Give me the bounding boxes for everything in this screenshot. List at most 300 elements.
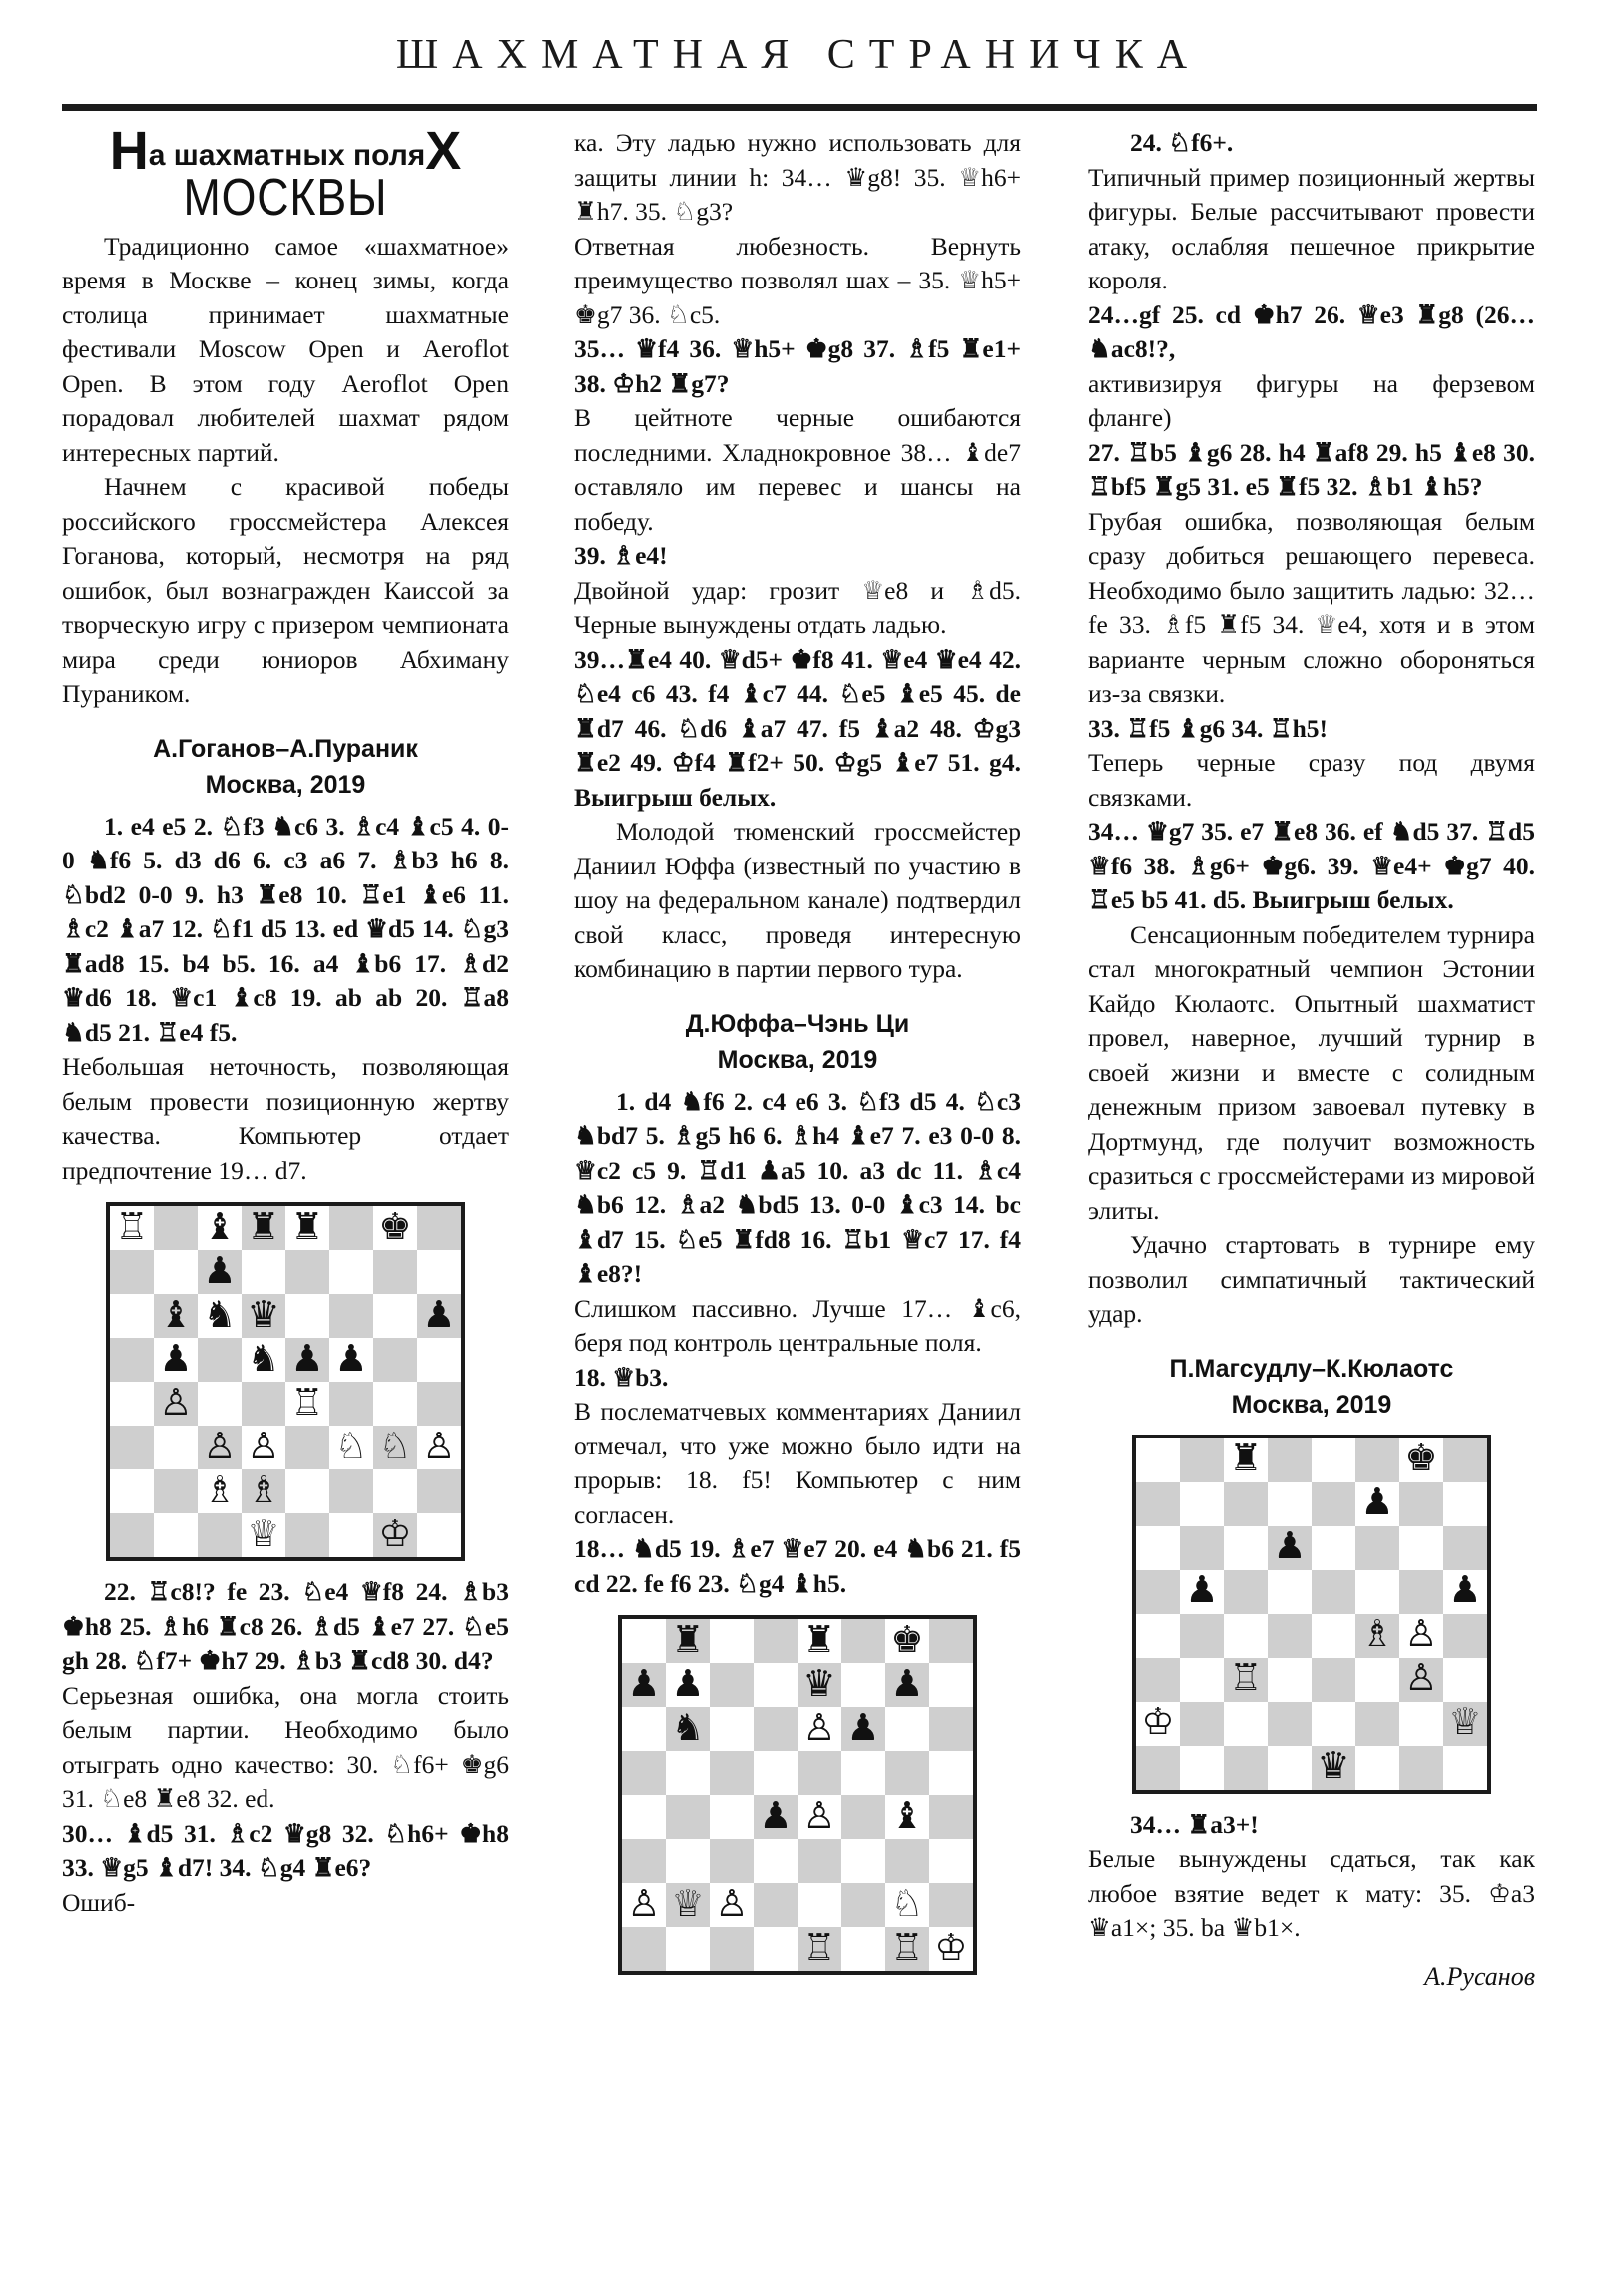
board-square <box>110 1206 154 1250</box>
board-square <box>666 1707 710 1751</box>
chess-piece: ♟ <box>1448 1569 1482 1611</box>
board-square <box>110 1382 154 1426</box>
move-list: 34… ♛g7 35. e7 ♜e8 36. ef ♞d5 37. ♖d5 ♕f6 38. ♗g6+ ♚g6. 39. ♕e4+ ♚g7 40. ♖e5 b5 41. d5. Выигрыш белых. <box>1088 817 1535 914</box>
board-square <box>1136 1438 1180 1482</box>
board-square <box>885 1927 929 1971</box>
board-square <box>1399 1482 1443 1526</box>
board-square <box>1312 1438 1355 1482</box>
article-headline <box>62 121 509 227</box>
chess-piece: ♟ <box>422 1294 456 1336</box>
board-square <box>929 1663 973 1707</box>
board-square <box>154 1469 198 1513</box>
board-square <box>198 1469 242 1513</box>
board-square <box>373 1513 417 1557</box>
chess-piece: ♕ <box>671 1883 705 1925</box>
move-list: 24…gf 25. cd ♚h7 26. ♕e3 ♜g8 (26… ♞ac8!?, <box>1088 299 1535 363</box>
chess-piece: ♚ <box>378 1206 412 1248</box>
board-square <box>841 1707 885 1751</box>
chess-piece: ♟ <box>890 1663 924 1705</box>
board-square <box>754 1663 798 1707</box>
paragraph: Грубая ошибка, позволяющая белым сразу добиться решающего перевеса. Необходимо было защитить ладью: 32…fe 33. ♗f5 ♜f5 34. ♕e4, хотя и в этом варианте черным сложно обороняться из-за связки. <box>1088 506 1535 708</box>
board-square <box>885 1839 929 1883</box>
board-square <box>1355 1482 1399 1526</box>
board-square <box>841 1751 885 1795</box>
board-square <box>373 1206 417 1250</box>
chess-piece: ♘ <box>890 1883 924 1925</box>
board-square <box>417 1338 461 1382</box>
board-square <box>798 1751 841 1795</box>
board-square <box>285 1513 329 1557</box>
board-square <box>1312 1570 1355 1614</box>
board-square <box>198 1206 242 1250</box>
board-square <box>110 1513 154 1557</box>
board-square <box>417 1469 461 1513</box>
board-square <box>1399 1658 1443 1702</box>
paragraph: Молодой тюменский гроссмейстер Даниил Юффа (известный по участию в шоу на федеральном канале) подтвердил свой класс, проведя интересную комбинацию в партии первого тура. <box>574 817 1021 983</box>
board-square <box>1224 1482 1268 1526</box>
board-square <box>373 1426 417 1469</box>
board-square <box>1268 1658 1312 1702</box>
chess-piece: ♗ <box>1360 1613 1394 1655</box>
move-list: 1. d4 ♞f6 2. c4 e6 3. ♘f3 d5 4. ♘c3 ♞bd7 5. ♗g5 h6 6. ♗h4 ♝e7 7. e3 0-0 8. ♕c2 c5 9. ♖d1 ♟a5 10. a3 dc 11. ♗c4 ♞b6 12. ♗a2 ♞bd5 13. 0-0 ♝c3 14. bc ♝d7 15. ♘e5 ♜fd8 16. ♖b1 ♕c7 17. f4 ♝e8?! <box>574 1086 1021 1288</box>
board-square <box>1312 1702 1355 1746</box>
move-list: 35… ♛f4 36. ♕h5+ ♚g8 37. ♗f5 ♜e1+ 38. ♔h2 ♜g7? <box>574 334 1021 398</box>
board-square <box>1224 1570 1268 1614</box>
board-square <box>1268 1482 1312 1526</box>
chess-diagram-3 <box>1132 1435 1491 1794</box>
board-square <box>1224 1438 1268 1482</box>
chess-piece: ♔ <box>1141 1701 1175 1743</box>
board-square <box>885 1795 929 1839</box>
board-square <box>198 1426 242 1469</box>
board-square <box>841 1839 885 1883</box>
chess-piece: ♜ <box>671 1619 705 1661</box>
paragraph: Ответная любезность. Вернуть преимущество позволял шах – 35. ♕h5+ ♚g7 36. ♘c5. <box>574 231 1021 329</box>
chess-piece: ♔ <box>378 1513 412 1555</box>
board-square <box>242 1294 285 1338</box>
board-square <box>417 1513 461 1557</box>
chess-piece: ♕ <box>1448 1701 1482 1743</box>
board-square <box>754 1619 798 1663</box>
board-square <box>666 1619 710 1663</box>
paragraph: Традиционно самое «шахматное» время в Москве – конец зимы, когда столица принимает шахматные фестивали Moscow Open и Aeroflot Open. В этом году Aeroflot Open порадовал любителей шахмат рядом интересных партий. <box>62 231 509 467</box>
board-square <box>1224 1658 1268 1702</box>
column-1 <box>62 121 509 1920</box>
chess-piece: ♟ <box>627 1663 661 1705</box>
chess-piece: ♕ <box>247 1513 280 1555</box>
board-square <box>710 1883 754 1927</box>
board-square <box>1268 1702 1312 1746</box>
board-square <box>1399 1570 1443 1614</box>
board-square <box>1399 1526 1443 1570</box>
game-place-heading: Москва, 2019 <box>205 770 366 799</box>
board-square <box>841 1883 885 1927</box>
board-square <box>154 1206 198 1250</box>
board-square <box>285 1338 329 1382</box>
board-square <box>417 1382 461 1426</box>
board-square <box>929 1883 973 1927</box>
chess-piece: ♙ <box>802 1707 836 1749</box>
chess-diagram-1 <box>106 1202 465 1561</box>
board-square <box>1180 1438 1224 1482</box>
board-square <box>1224 1746 1268 1790</box>
chess-piece: ♜ <box>802 1619 836 1661</box>
board-square <box>285 1250 329 1294</box>
move-list: 18. ♕b3. <box>574 1362 669 1392</box>
board-square <box>417 1206 461 1250</box>
board-square <box>1443 1526 1487 1570</box>
board-square <box>329 1513 373 1557</box>
chess-piece: ♙ <box>203 1426 237 1467</box>
chess-piece: ♜ <box>290 1206 324 1248</box>
board-square <box>154 1250 198 1294</box>
board-square <box>666 1927 710 1971</box>
board-square <box>710 1619 754 1663</box>
column-3 <box>1088 126 1535 1992</box>
chess-piece: ♖ <box>290 1382 324 1424</box>
board-square <box>710 1839 754 1883</box>
board-square <box>666 1751 710 1795</box>
board-square <box>1224 1702 1268 1746</box>
board-square <box>198 1294 242 1338</box>
board-square <box>841 1795 885 1839</box>
board-square <box>1180 1746 1224 1790</box>
board-square <box>622 1795 666 1839</box>
board-square <box>754 1927 798 1971</box>
board-square <box>285 1206 329 1250</box>
chess-piece: ♔ <box>934 1927 968 1969</box>
chess-piece: ♙ <box>422 1426 456 1467</box>
board-square <box>1136 1702 1180 1746</box>
chess-piece: ♙ <box>247 1426 280 1467</box>
chess-piece: ♟ <box>334 1338 368 1380</box>
board-square <box>1268 1438 1312 1482</box>
board-square <box>373 1250 417 1294</box>
board-square <box>1355 1438 1399 1482</box>
board-square <box>1224 1614 1268 1658</box>
author-signature: А.Русанов <box>1424 1961 1535 1991</box>
board-square <box>198 1382 242 1426</box>
board-square <box>417 1250 461 1294</box>
board-square <box>329 1294 373 1338</box>
board-square <box>1443 1482 1487 1526</box>
chess-piece: ♟ <box>846 1707 880 1749</box>
paragraph: Серьезная ошибка, она могла стоить белым партии. Необходимо было отыграть одно качество: 30. ♘f6+ ♚g6 31. ♘e8 ♜e8 32. ed. <box>62 1680 509 1814</box>
paragraph: Двойной удар: грозит ♕e8 и ♗d5. Черные вынуждены отдать ладью. <box>574 575 1021 639</box>
chess-piece: ♞ <box>247 1338 280 1380</box>
board-square <box>417 1426 461 1469</box>
board-square <box>622 1927 666 1971</box>
board-square <box>885 1619 929 1663</box>
board-square <box>710 1663 754 1707</box>
headline-cap-end: Х <box>425 121 462 181</box>
board-square <box>1443 1570 1487 1614</box>
board-square <box>417 1294 461 1338</box>
board-square <box>622 1839 666 1883</box>
paragraph: ка. Эту ладью нужно использовать для защиты линии h: 34… ♛g8! 35. ♕h6+ ♜h7. 35. ♘g3? <box>574 128 1021 226</box>
chess-piece: ♗ <box>247 1469 280 1511</box>
board-square <box>622 1663 666 1707</box>
board-square <box>1355 1614 1399 1658</box>
board-square <box>1268 1526 1312 1570</box>
board-square <box>242 1426 285 1469</box>
board-square <box>1312 1658 1355 1702</box>
board-square <box>1443 1702 1487 1746</box>
board-square <box>198 1338 242 1382</box>
chess-diagram-2 <box>618 1615 977 1975</box>
board-square <box>1180 1658 1224 1702</box>
board-square <box>1312 1482 1355 1526</box>
game-players-heading: Д.Юффа–Чэнь Ци <box>685 1009 910 1038</box>
board-square <box>154 1513 198 1557</box>
board-square <box>929 1619 973 1663</box>
paragraph: активизируя фигуры на ферзевом фланге) <box>1088 368 1535 432</box>
paragraph: Типичный пример позиционный жертвы фигуры. Белые рассчитывают провести атаку, ослабляя пешечное прикрытие короля. <box>1088 162 1535 294</box>
board-square <box>885 1663 929 1707</box>
move-list: 24. ♘f6+. <box>1130 128 1234 157</box>
board-square <box>154 1338 198 1382</box>
board-square <box>929 1795 973 1839</box>
board-square <box>666 1795 710 1839</box>
chess-piece: ♟ <box>759 1795 793 1837</box>
move-list: 39…♜e4 40. ♕d5+ ♚f8 41. ♕e4 ♛e4 42. ♘e4 c6 43. f4 ♝c7 44. ♘e5 ♝e5 45. de ♜d7 46. ♘d6 ♝a7 47. f5 ♝a2 48. ♔g3 ♜e2 49. ♔f4 ♜f2+ 50. ♔g5 ♝e7 51. g4. Выигрыш белых. <box>574 644 1021 812</box>
board-square <box>841 1663 885 1707</box>
board-square <box>154 1294 198 1338</box>
board-square <box>798 1927 841 1971</box>
paragraph: Удачно стартовать в турнире ему позволил симпатичный тактический удар. <box>1088 1230 1535 1328</box>
board-square <box>1136 1614 1180 1658</box>
paragraph: Небольшая неточность, позволяющая белым провести позиционную жертву качества. Компьютер отдает предпочтение 19… d7. <box>62 1052 509 1185</box>
headline-mid: а шахматных поля <box>148 139 426 172</box>
board-square <box>242 1469 285 1513</box>
board-square <box>242 1338 285 1382</box>
board-square <box>1399 1438 1443 1482</box>
board-square <box>1399 1702 1443 1746</box>
board-square <box>1443 1614 1487 1658</box>
move-list: 39. ♗e4! <box>574 541 668 570</box>
board-square <box>242 1250 285 1294</box>
board-square <box>1136 1658 1180 1702</box>
chess-piece: ♛ <box>247 1294 280 1336</box>
chess-piece: ♟ <box>290 1338 324 1380</box>
board-square <box>710 1707 754 1751</box>
board-square <box>710 1795 754 1839</box>
board-square <box>1443 1438 1487 1482</box>
board-square <box>885 1883 929 1927</box>
board-square <box>666 1663 710 1707</box>
chess-piece: ♝ <box>159 1294 193 1336</box>
board-square <box>798 1707 841 1751</box>
chess-piece: ♙ <box>627 1883 661 1925</box>
game-place-heading: Москва, 2019 <box>1231 1390 1392 1419</box>
move-list: 34… ♜a3+! <box>1130 1809 1259 1839</box>
board-square <box>110 1250 154 1294</box>
header-divider-rule <box>62 104 1537 111</box>
chess-piece: ♙ <box>1404 1657 1438 1699</box>
board-square <box>1399 1746 1443 1790</box>
board-square <box>1355 1746 1399 1790</box>
board-square <box>1136 1526 1180 1570</box>
board-square <box>329 1338 373 1382</box>
board-square <box>666 1839 710 1883</box>
board-square <box>110 1294 154 1338</box>
board-square <box>154 1426 198 1469</box>
board-square <box>1355 1702 1399 1746</box>
board-square <box>329 1382 373 1426</box>
chess-piece: ♞ <box>671 1707 705 1749</box>
paragraph: Сенсационным победителем турнира стал многократный чемпион Эстонии Кайдо Кюлаотс. Опытный шахматист провел, наверное, лучший турнир в своей жизни и вместе с солидным денежным призом завоевал путевку в Дортмунд, где получит возможность сразиться с гроссмейстерами из мировой элиты. <box>1088 919 1535 1225</box>
board-square <box>929 1927 973 1971</box>
chess-piece: ♜ <box>247 1206 280 1248</box>
move-list: 30… ♝d5 31. ♗c2 ♛g8 32. ♘h6+ ♚h8 33. ♕g5 ♝d7! 34. ♘g4 ♜e6? <box>62 1818 509 1883</box>
chess-piece: ♝ <box>203 1206 237 1248</box>
board-square <box>622 1707 666 1751</box>
board-square <box>1180 1482 1224 1526</box>
move-list: 33. ♖f5 ♝g6 34. ♖h5! <box>1088 713 1328 743</box>
board-square <box>373 1294 417 1338</box>
board-square <box>798 1663 841 1707</box>
board-square <box>841 1619 885 1663</box>
board-square <box>285 1382 329 1426</box>
chess-piece: ♙ <box>159 1382 193 1424</box>
board-square <box>1443 1746 1487 1790</box>
board-square <box>622 1883 666 1927</box>
paragraph: Ошиб- <box>62 1887 136 1917</box>
chess-piece: ♛ <box>1317 1745 1350 1787</box>
board-square <box>1180 1570 1224 1614</box>
paragraph: Слишком пассивно. Лучше 17… ♝c6, беря под контроль центральные поля. <box>574 1293 1021 1357</box>
board-square <box>754 1883 798 1927</box>
chess-piece: ♚ <box>1404 1437 1438 1479</box>
board-square <box>1136 1482 1180 1526</box>
game-players-heading: А.Гоганов–А.Пураник <box>153 734 418 763</box>
chess-piece: ♘ <box>378 1426 412 1467</box>
board-square <box>329 1206 373 1250</box>
board-square <box>242 1513 285 1557</box>
board-square <box>622 1751 666 1795</box>
headline-cap-start: Н <box>109 121 149 181</box>
chess-piece: ♟ <box>203 1250 237 1292</box>
paragraph: Теперь черные сразу под двумя связками. <box>1088 748 1535 812</box>
chess-piece: ♝ <box>890 1795 924 1837</box>
board-square <box>373 1338 417 1382</box>
board-square <box>1312 1526 1355 1570</box>
chess-piece: ♗ <box>203 1469 237 1511</box>
board-square <box>1312 1746 1355 1790</box>
move-list: 27. ♖b5 ♝g6 28. h4 ♜af8 29. h5 ♝e8 30. ♖bf5 ♜g5 31. e5 ♜f5 32. ♗b1 ♝h5? <box>1088 437 1535 501</box>
chess-piece: ♚ <box>890 1619 924 1661</box>
board-square <box>329 1250 373 1294</box>
board-square <box>929 1751 973 1795</box>
board-square <box>1355 1570 1399 1614</box>
board-square <box>1268 1570 1312 1614</box>
paragraph: Начнем с красивой победы российского гроссмейстера Алексея Гоганова, который, несмотря на ряд ошибок, был вознагражден Каиссой за творческую игру с призером чемпионата мира среди юниоров Абхиману Пураником. <box>62 472 509 709</box>
board-square <box>885 1751 929 1795</box>
move-list: 18… ♞d5 19. ♗e7 ♕e7 20. e4 ♞b6 21. f5 cd 22. fe f6 23. ♘g4 ♝h5. <box>574 1534 1021 1598</box>
chess-piece: ♟ <box>1360 1481 1394 1523</box>
chess-piece: ♖ <box>802 1927 836 1969</box>
paragraph: В цейтноте черные ошибаются последними. Хладнокровное 38… ♝de7 оставляло им перевес и шансы на победу. <box>574 403 1021 536</box>
board-square <box>1180 1614 1224 1658</box>
chess-piece: ♖ <box>1229 1657 1263 1699</box>
board-square <box>666 1883 710 1927</box>
board-square <box>1180 1526 1224 1570</box>
board-square <box>1443 1658 1487 1702</box>
board-square <box>798 1883 841 1927</box>
headline-line-2: МОСКВЫ <box>183 168 388 227</box>
board-square <box>798 1795 841 1839</box>
board-square <box>373 1382 417 1426</box>
chess-piece: ♛ <box>802 1663 836 1705</box>
game-place-heading: Москва, 2019 <box>717 1045 878 1074</box>
board-square <box>754 1751 798 1795</box>
chess-piece: ♙ <box>715 1883 749 1925</box>
board-square <box>285 1294 329 1338</box>
board-square <box>285 1469 329 1513</box>
chess-piece: ♟ <box>1185 1569 1219 1611</box>
board-square <box>329 1426 373 1469</box>
board-square <box>329 1469 373 1513</box>
move-list: 22. ♖c8!? fe 23. ♘e4 ♕f8 24. ♗b3 ♚h8 25. ♗h6 ♜c8 26. ♗d5 ♝e7 27. ♘e5 gh 28. ♘f7+ ♚h7 29. ♗b3 ♜cd8 30. d4? <box>62 1577 509 1676</box>
board-square <box>622 1619 666 1663</box>
chess-piece: ♟ <box>671 1663 705 1705</box>
paragraph: В послематчевых комментариях Даниил отмечал, что уже можно было идти на прорыв: 18. f5! Компьютер с ним согласен. <box>574 1397 1021 1529</box>
board-square <box>1355 1526 1399 1570</box>
board-square <box>198 1250 242 1294</box>
board-square <box>154 1382 198 1426</box>
chess-piece: ♞ <box>203 1294 237 1336</box>
board-square <box>754 1707 798 1751</box>
board-square <box>242 1382 285 1426</box>
board-square <box>242 1206 285 1250</box>
board-square <box>285 1426 329 1469</box>
board-square <box>1399 1614 1443 1658</box>
board-square <box>1180 1702 1224 1746</box>
board-square <box>110 1426 154 1469</box>
chess-piece: ♖ <box>890 1927 924 1969</box>
chess-piece: ♙ <box>1404 1613 1438 1655</box>
board-square <box>198 1513 242 1557</box>
board-square <box>929 1839 973 1883</box>
board-square <box>798 1619 841 1663</box>
board-square <box>110 1469 154 1513</box>
masthead <box>0 34 1597 76</box>
paragraph: Белые вынуждены сдаться, так как любое взятие ведет к мату: 35. ♔a3 ♛a1×; 35. ba ♛b1×. <box>1088 1844 1535 1942</box>
board-square <box>798 1839 841 1883</box>
chess-piece: ♟ <box>159 1338 193 1380</box>
board-square <box>885 1707 929 1751</box>
board-square <box>1136 1570 1180 1614</box>
board-square <box>710 1927 754 1971</box>
chess-piece: ♟ <box>1273 1525 1307 1567</box>
move-list: 1. e4 e5 2. ♘f3 ♞c6 3. ♗c4 ♝c5 4. 0-0 ♞f6 5. d3 d6 6. c3 a6 7. ♗b3 h6 8. ♘bd2 0-0 9. h3 ♜e8 10. ♖e1 ♝e6 11. ♗c2 ♝a7 12. ♘f1 d5 13. ed ♛d5 14. ♘g3 ♜ad8 15. b4 b5. 16. a4 ♝b6 17. ♗d2 ♛d6 18. ♕c1 ♝c8 19. ab ab 20. ♖a8 ♞d5 21. ♖e4 f5. <box>62 811 509 1047</box>
board-square <box>373 1469 417 1513</box>
board-square <box>754 1839 798 1883</box>
board-square <box>1268 1614 1312 1658</box>
board-square <box>754 1795 798 1839</box>
board-square <box>841 1927 885 1971</box>
column-2 <box>574 126 1021 1989</box>
chess-piece: ♙ <box>802 1795 836 1837</box>
board-square <box>1224 1526 1268 1570</box>
board-square <box>929 1707 973 1751</box>
board-square <box>1355 1658 1399 1702</box>
board-square <box>1312 1614 1355 1658</box>
board-square <box>1136 1746 1180 1790</box>
chess-piece: ♖ <box>115 1206 149 1248</box>
board-square <box>1268 1746 1312 1790</box>
chess-piece: ♜ <box>1229 1437 1263 1479</box>
